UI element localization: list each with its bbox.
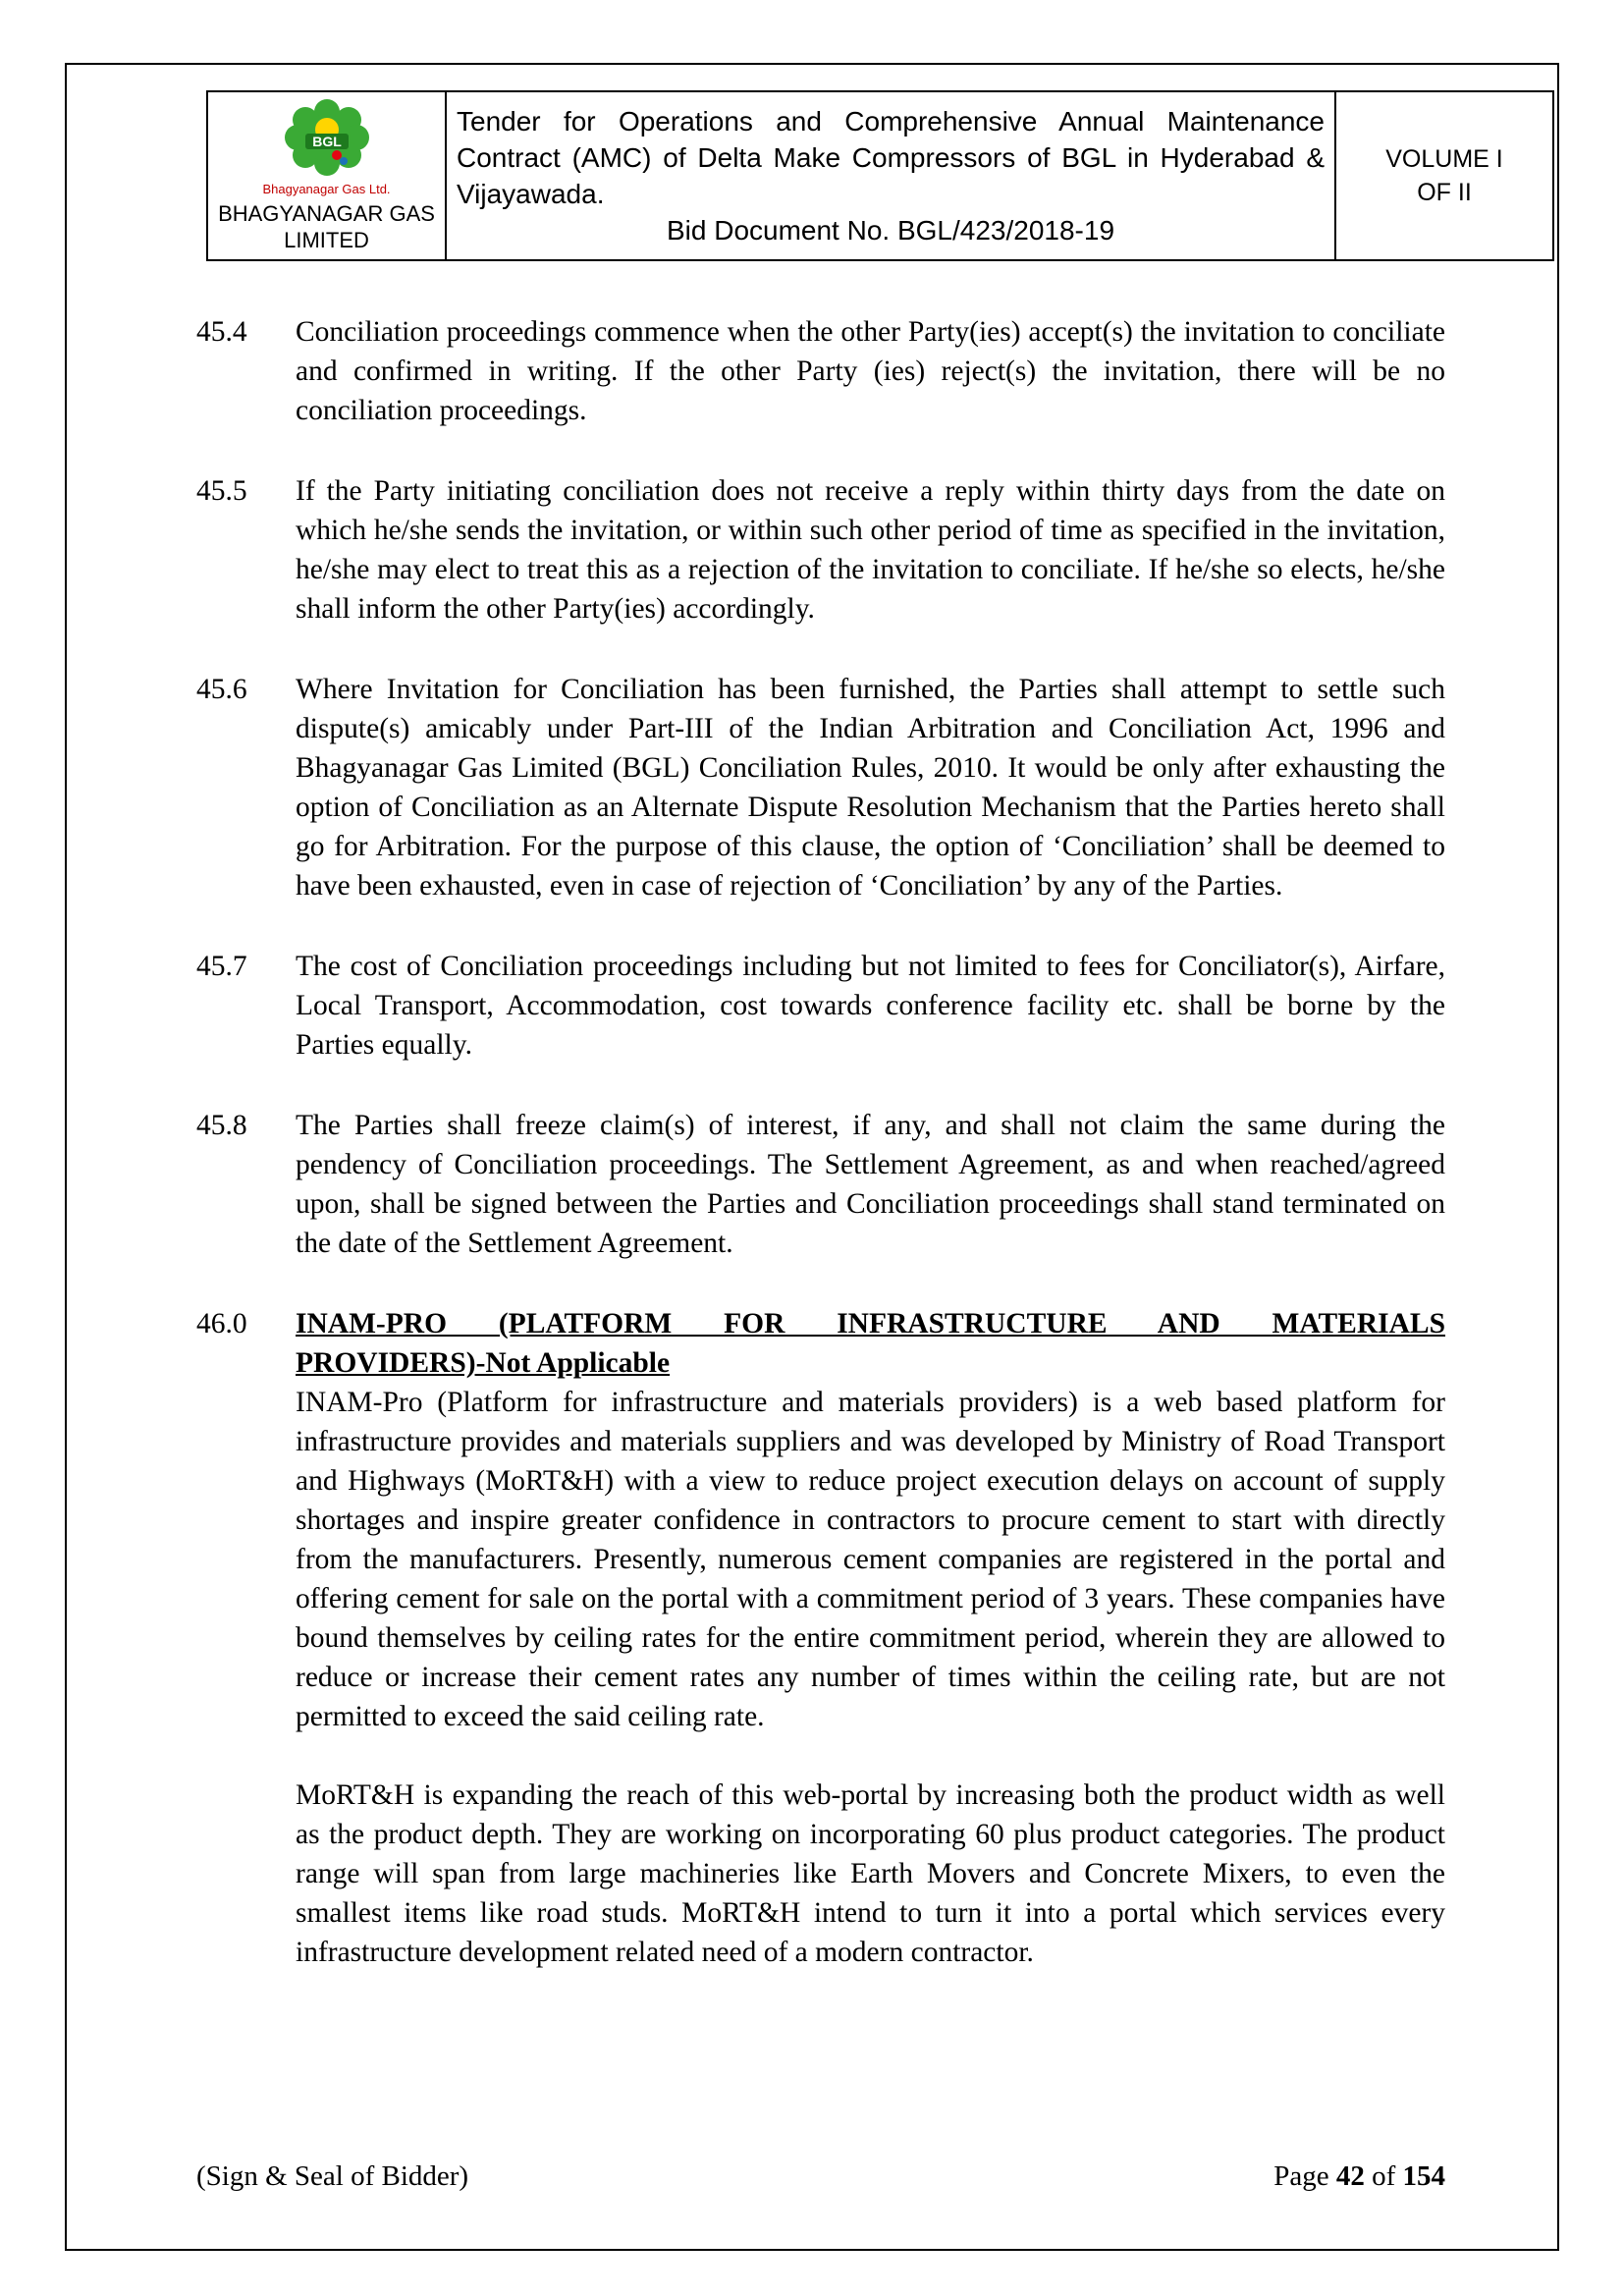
clause-text: The Parties shall freeze claim(s) of interest, if any, and shall not claim the same during the pendency of Conciliation proceedings. The Settlement Agreement, as and when reached/agreed upon, shall be signed between the Parties and Conciliation proceedings shall stand terminated on the date of the Settlement Agreement.: [296, 1110, 1445, 1259]
header-table: [206, 90, 1554, 261]
logo-monogram: BGL: [311, 134, 342, 149]
section-heading-line2: PROVIDERS)-Not Applicable: [296, 1347, 671, 1379]
clause-number: 46.0: [196, 1308, 247, 1339]
clause-number: 45.5: [196, 475, 247, 507]
volume-line1: VOLUME I: [1385, 145, 1503, 173]
clause-45-6: [196, 670, 1445, 905]
total-pages: 154: [1402, 2160, 1445, 2192]
page-footer: [196, 2160, 1445, 2193]
clause-45-8: [196, 1106, 1445, 1263]
page-number: [1273, 2160, 1445, 2193]
sign-seal-text: (Sign & Seal of Bidder): [196, 2160, 469, 2192]
company-name: BHAGYANAGAR GAS LIMITED: [218, 201, 435, 252]
clause-45-5: [196, 471, 1445, 629]
tender-title: Tender for Operations and Comprehensive Annual Maintenance Contract (AMC) of Delta Make Compressors of BGL in Hyderabad & Vijayawada.: [457, 106, 1325, 209]
current-page: 42: [1335, 2160, 1365, 2192]
of-label: of: [1372, 2160, 1396, 2192]
clause-number: 45.6: [196, 674, 247, 705]
document-body: [196, 312, 1445, 2013]
clause-text: Conciliation proceedings commence when the other Party(ies) accept(s) the invitation to conciliate and confirmed in writing. If the other Party (ies) reject(s) the invitation, there will be no conciliation proceedings.: [296, 316, 1445, 426]
company-logo: [218, 98, 435, 253]
volume-line2: OF II: [1417, 179, 1472, 206]
clause-45-7: [196, 947, 1445, 1065]
clause-45-4: [196, 312, 1445, 430]
section-paragraph-1: INAM-Pro (Platform for infrastructure and materials providers) is a web based platform for infrastructure provides and materials suppliers and was developed by Ministry of Road Transport and Highways (MoRT&H) with a view to reduce project execution delays on account of supply shortages and inspire greater confidence in contractors to procure cement to start with directly from the manufacturers. Presently, numerous cement companies are registered in the portal and offering cement for sale on the portal with a commitment period of 3 years. These companies have bound themselves by ceiling rates for the entire commitment period, wherein they are allowed to reduce or increase their cement rates any number of times within the ceiling rate, but are not permitted to exceed the said ceiling rate.: [296, 1387, 1445, 1732]
logo-caption: Bhagyanagar Gas Ltd.: [262, 182, 391, 196]
clause-46-0: [196, 1304, 1445, 1972]
bgl-logo-icon: [282, 98, 372, 181]
clause-text: If the Party initiating conciliation does not receive a reply within thirty days from the date on which he/she sends the invitation, or within such other period of time as specified in the invitation, he/she may elect to treat this as a rejection of the invitation to conciliate. If he/she so elects, he/she shall inform the other Party(ies) accordingly.: [296, 475, 1445, 625]
section-paragraph-2: MoRT&H is expanding the reach of this web-portal by increasing both the product width as well as the product depth. They are working on incorporating 60 plus product categories. The product range will span from large machineries like Earth Movers and Concrete Mixers, to even the smallest items like road studs. MoRT&H intend to turn it into a portal which services every infrastructure development related need of a modern contractor.: [296, 1779, 1445, 1968]
clause-number: 45.4: [196, 316, 247, 348]
page-label: Page: [1273, 2160, 1329, 2192]
clause-number: 45.7: [196, 951, 247, 982]
clause-text: The cost of Conciliation proceedings including but not limited to fees for Conciliator(s), Airfare, Local Transport, Accommodation, cost towards conference facility etc. shall be borne by the Parties equally.: [296, 951, 1445, 1061]
bid-document-number: Bid Document No. BGL/423/2018-19: [666, 215, 1115, 246]
section-heading-line1: INAM-PRO (PLATFORM FOR INFRASTRUCTURE AND MATERIALS: [296, 1308, 1445, 1339]
clause-number: 45.8: [196, 1110, 247, 1141]
volume-cell: [1335, 91, 1553, 260]
clause-text: Where Invitation for Conciliation has been furnished, the Parties shall attempt to settle such dispute(s) amicably under Part-III of the Indian Arbitration and Conciliation Act, 1996 and Bhagyanagar Gas Limited (BGL) Conciliation Rules, 2010. It would be only after exhausting the option of Conciliation as an Alternate Dispute Resolution Mechanism that the Parties hereto shall go for Arbitration. For the purpose of this clause, the option of ‘Conciliation’ shall be deemed to have been exhausted, even in case of rejection of ‘Conciliation’ by any of the Parties.: [296, 674, 1445, 902]
title-cell: [446, 91, 1335, 260]
logo-cell: [207, 91, 446, 260]
